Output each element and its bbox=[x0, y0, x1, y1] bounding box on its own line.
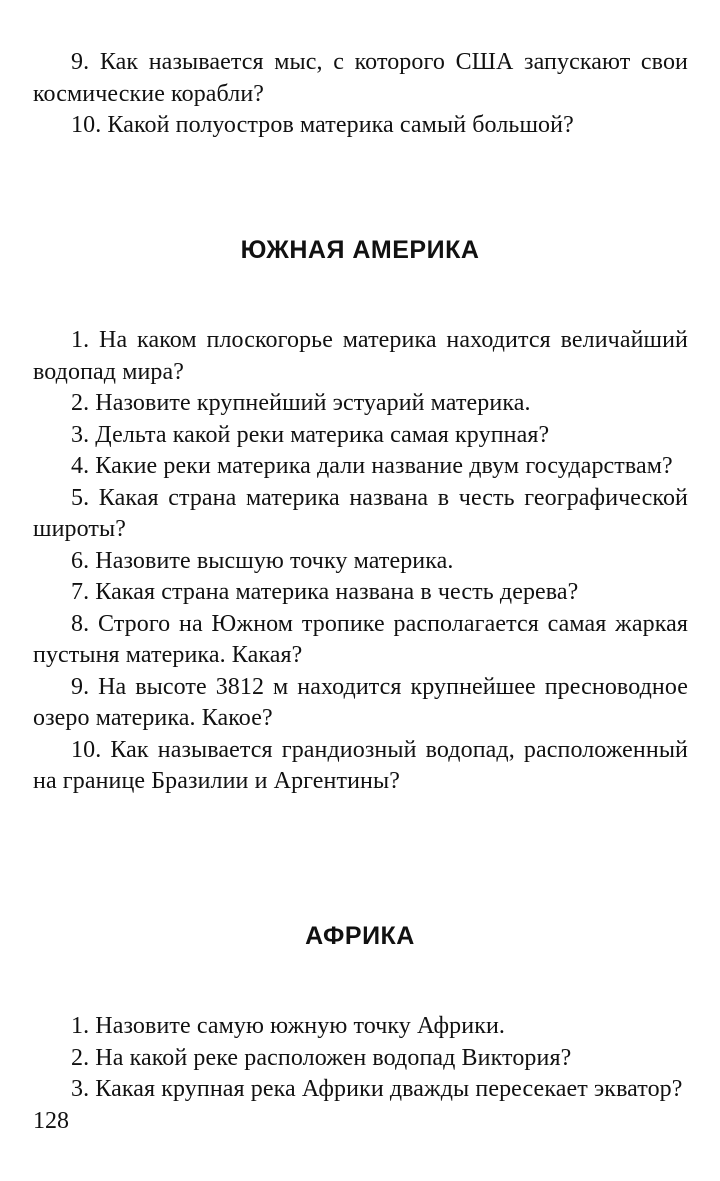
section-title-south-america: ЮЖНАЯ АМЕРИКА bbox=[240, 236, 480, 264]
question-item: 3. Дельта какой реки материка самая крупная? bbox=[71, 421, 550, 448]
page-number: 128 bbox=[33, 1108, 69, 1134]
question-item: 9. На высоте 3812 м находится крупнейшее пресноводное озеро материка. Какое? bbox=[33, 673, 688, 731]
question-item: 2. Назовите крупнейший эстуарий материка. bbox=[71, 390, 531, 416]
question-item: 6. Назовите высшую точку материка. bbox=[71, 547, 454, 574]
question-item: 5. Какая страна материка названа в честь географической широты? bbox=[33, 484, 688, 542]
question-item: 2. На какой реке расположен водопад Виктория? bbox=[71, 1044, 572, 1071]
africa-questions bbox=[33, 1011, 688, 1106]
question-item: 10. Какой полуостров материка самый большой? bbox=[71, 112, 574, 138]
question-item: 8. Строго на Южном тропике располагается самая жаркая пустыня материка. Какая? bbox=[33, 610, 688, 668]
question-item: 10. Как называется грандиозный водопад, расположенный на границе Бразилии и Аргентины? bbox=[33, 736, 688, 794]
question-item: 1. На каком плоскогорье материка находится величайший водопад мира? bbox=[33, 327, 688, 385]
question-item: 7. Какая страна материка названа в честь дерева? bbox=[71, 579, 579, 605]
question-item: 9. Как называется мыс, с которого США запускают свои космические корабли? bbox=[33, 49, 688, 107]
south-america-questions bbox=[33, 325, 688, 798]
question-item: 1. Назовите самую южную точку Африки. bbox=[71, 1013, 506, 1039]
section-title-africa: АФРИКА bbox=[305, 922, 415, 950]
question-item: 4. Какие реки материка дали название двум государствам? bbox=[71, 453, 673, 479]
previous-section-questions bbox=[33, 47, 688, 142]
question-item: 3. Какая крупная река Африки дважды пересекает экватор? bbox=[71, 1076, 683, 1102]
